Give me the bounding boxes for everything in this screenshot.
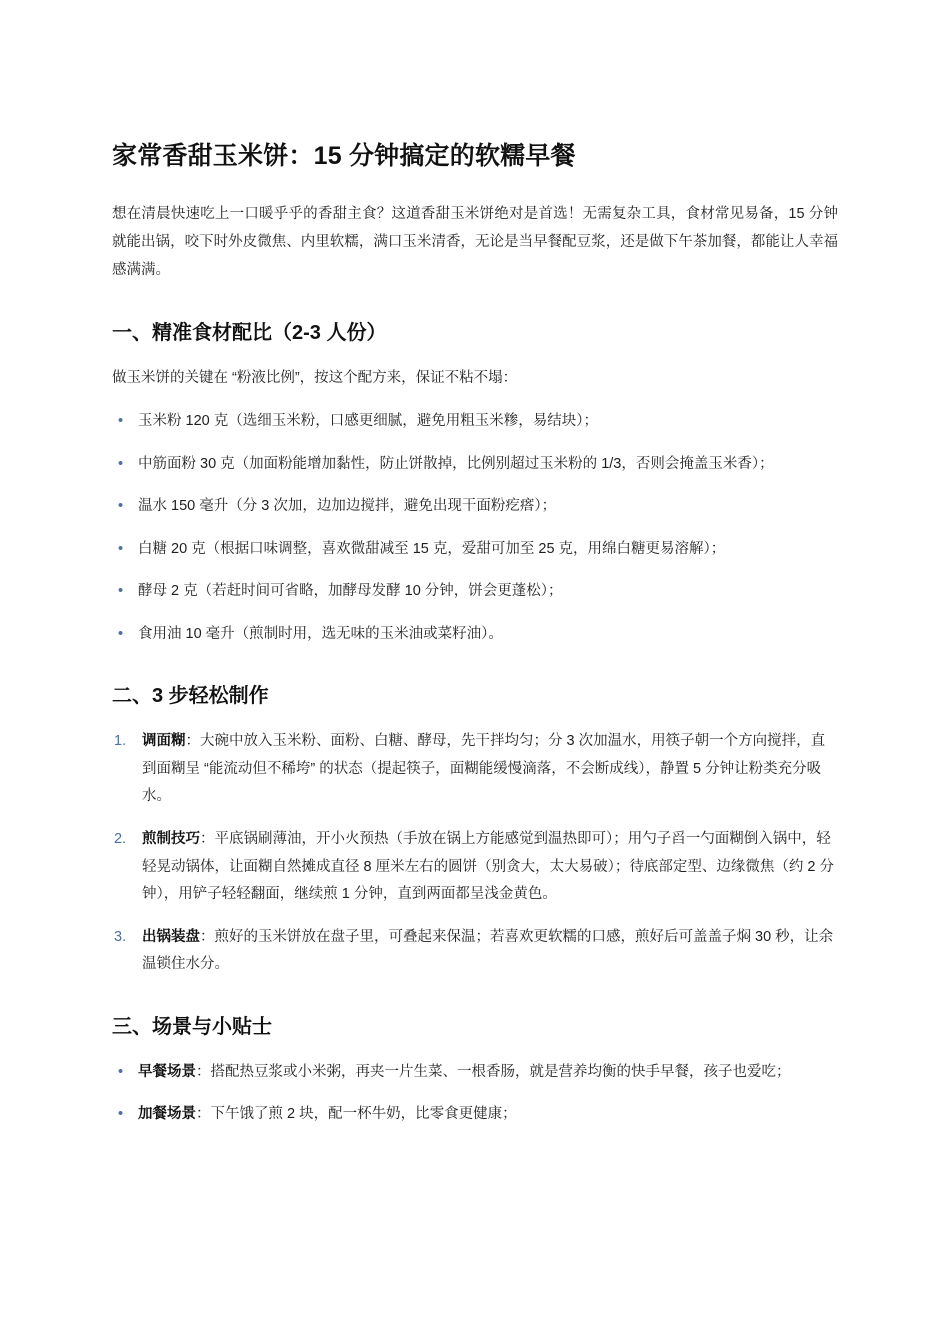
bullet-icon: • [118,498,124,515]
list-item [112,493,838,521]
list-item [112,408,838,436]
list-item [112,924,838,979]
intro-paragraph: 想在清晨快速吃上一口暖乎乎的香甜主食？这道香甜玉米饼绝对是首选！无需复杂工具，食材常见易备，15 分钟就能出锅，咬下时外皮微焦、内里软糯，满口玉米清香，无论是当早餐配豆浆，还是做下午茶加餐，都能让人幸福感满满。 [112,205,838,279]
section-lead: 做玉米饼的关键在 “粉液比例”，按这个配方来，保证不粘不塌： [112,369,518,386]
section-heading: 一、精准食材配比（2-3 人份） [112,321,387,344]
section-steps [112,682,838,978]
page-title: 家常香甜玉米饼：15 分钟搞定的软糯早餐 [112,142,576,170]
list-item-text: 酵母 2 克（若赶时间可省略，加酵母发酵 10 分钟，饼会更蓬松）； [138,583,563,600]
list-item-text: ：大碗中放入玉米粉、面粉、白糖、酵母，先干拌均匀；分 3 次加温水，用筷子朝一个方向搅拌，直到面糊呈 “能流动但不稀垮” 的状态（提起筷子，面糊能缓慢滴落，不会断成线），静置 5 分钟让粉类充分吸水。 [142,733,826,805]
list-item [112,578,838,606]
step-number: 2. [114,831,127,848]
list-item [112,728,838,811]
bullet-icon: • [118,540,124,557]
ingredient-list [112,408,838,648]
step-term: 煎制技巧 [142,831,200,848]
step-number: 3. [114,928,127,945]
scenario-term: 加餐场景 [138,1106,196,1123]
bullet-icon: • [118,583,124,600]
section-ingredients [112,319,838,649]
list-item [112,826,838,909]
list-item [112,621,838,649]
bullet-icon: • [118,625,124,642]
list-item [112,1059,838,1087]
section-heading: 二、3 步轻松制作 [112,685,269,708]
list-item [112,451,838,479]
step-number: 1. [114,733,127,750]
list-item [112,536,838,564]
section-heading: 三、场景与小贴士 [112,1015,272,1038]
list-item-text: 玉米粉 120 克（选细玉米粉，口感更细腻，避免用粗玉米糁，易结块）； [138,413,598,430]
scenario-list [112,1059,838,1129]
bullet-icon: • [118,455,124,472]
bullet-icon: • [118,1106,124,1123]
list-item-text: 白糖 20 克（根据口味调整，喜欢微甜减至 15 克，爱甜可加至 25 克，用绵白糖更易溶解）； [138,540,726,557]
step-term: 调面糊 [142,733,186,750]
list-item-text: ：搭配热豆浆或小米粥，再夹一片生菜、一根香肠，就是营养均衡的快手早餐，孩子也爱吃； [196,1063,791,1080]
list-item-text: 温水 150 毫升（分 3 次加，边加边搅拌，避免出现干面粉疙瘩）； [138,498,557,515]
bullet-icon: • [118,1063,124,1080]
list-item-text: ：煎好的玉米饼放在盘子里，可叠起来保温；若喜欢更软糯的口感，煎好后可盖盖子焖 30 秒，让余温锁住水分。 [142,928,834,973]
step-term: 出锅装盘 [142,928,200,945]
bullet-icon: • [118,413,124,430]
section-scenarios [112,1013,838,1129]
step-list [112,728,838,978]
list-item [112,1101,838,1129]
scenario-term: 早餐场景 [138,1063,196,1080]
list-item-text: 中筋面粉 30 克（加面粉能增加黏性，防止饼散掉，比例别超过玉米粉的 1/3，否则会掩盖玉米香）； [138,455,774,472]
list-item-text: ：平底锅刷薄油，开小火预热（手放在锅上方能感觉到温热即可）；用勺子舀一勺面糊倒入锅中，轻轻晃动锅体，让面糊自然摊成直径 8 厘米左右的圆饼（别贪大，太大易破）；待底部定型、边缘微焦（约 2 分钟），用铲子轻轻翻面，继续煎 1 分钟，直到两面都呈浅金黄色。 [142,831,834,903]
list-item-text: 食用油 10 毫升（煎制时用，选无味的玉米油或菜籽油）。 [138,625,503,642]
list-item-text: ：下午饿了煎 2 块，配一杯牛奶，比零食更健康； [196,1106,517,1123]
